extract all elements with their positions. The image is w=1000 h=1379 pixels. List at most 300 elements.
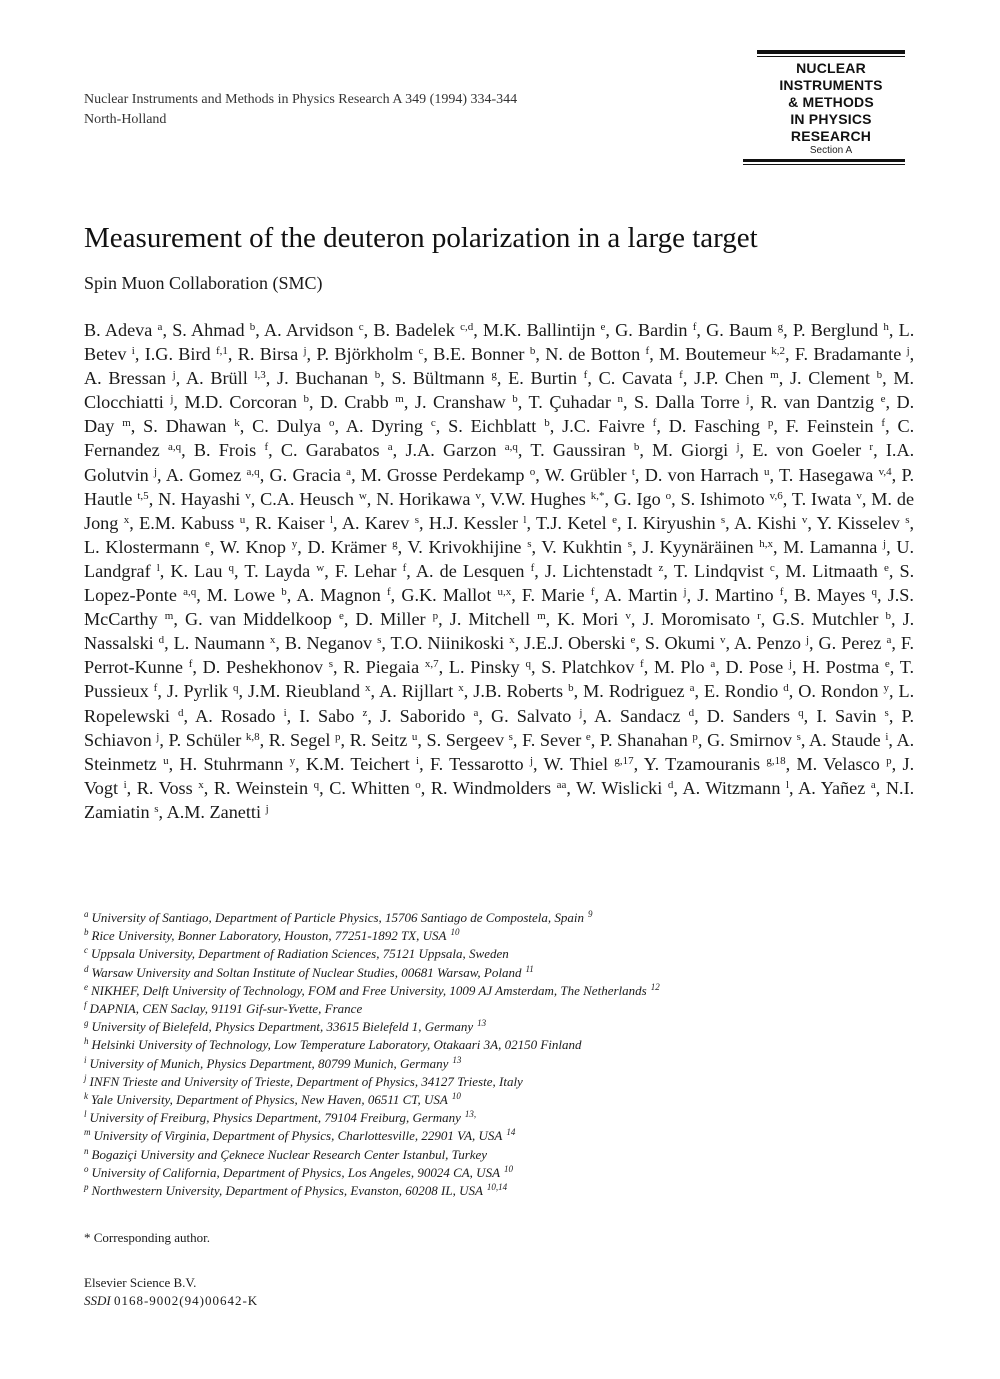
author-name: B. Badelek xyxy=(373,320,455,340)
author-affiliation-marker: s xyxy=(154,802,159,815)
author-name: K. Lau xyxy=(170,560,223,581)
author-name: S. Dalla Torre xyxy=(634,392,740,413)
author-affiliation-marker: j xyxy=(906,345,910,358)
logo-line: & METHODS xyxy=(788,94,874,110)
author-affiliation-marker: b xyxy=(876,369,883,382)
author xyxy=(816,706,889,726)
affiliation xyxy=(84,964,914,982)
author xyxy=(522,585,595,605)
author xyxy=(430,754,533,774)
author-name: P. Berglund xyxy=(792,320,879,340)
author xyxy=(797,754,892,774)
author-affiliation-marker: g xyxy=(777,321,784,333)
author-name: J.B. Roberts xyxy=(473,681,564,702)
author xyxy=(361,465,535,485)
author xyxy=(786,416,885,436)
affiliation-text: Uppsala University, Department of Radiation Sciences, 75121 Uppsala, Sweden xyxy=(91,946,509,962)
affiliation-text: University of Virginia, Department of Physics, Charlottesville, 22901 VA, USA xyxy=(93,1128,503,1144)
author xyxy=(659,344,785,364)
author xyxy=(642,609,760,629)
author-name: A. Kishi xyxy=(734,512,797,533)
ssdi-line xyxy=(84,1292,258,1310)
author-name: M. Lowe xyxy=(206,585,276,606)
author-name: F. Perrot-Kunne xyxy=(84,633,915,678)
author xyxy=(307,537,397,557)
author-affiliation-marker: a,q xyxy=(504,441,518,454)
author xyxy=(522,730,591,750)
author xyxy=(184,392,309,412)
author-affiliation-marker: h xyxy=(883,321,889,333)
author-name: F. Lehar xyxy=(334,560,397,581)
author xyxy=(819,633,892,653)
author-affiliation-marker: l xyxy=(523,513,527,526)
author-affiliation-marker: m xyxy=(164,610,174,623)
author xyxy=(785,561,888,581)
author-name: C. Dulya xyxy=(252,416,322,437)
affiliation xyxy=(84,1036,914,1054)
affiliation-text: Helsinki University of Technology, Low Temperature Laboratory, Otakaari 3A, 02150 Finland xyxy=(91,1037,582,1053)
author-name: I. Sabo xyxy=(299,705,355,726)
affiliation-label: p xyxy=(84,1182,89,1193)
author-name: S. Eichblatt xyxy=(448,416,537,437)
author-name: H.J. Kessler xyxy=(428,512,519,533)
author xyxy=(137,778,204,798)
author-affiliation-marker: j xyxy=(170,393,174,406)
author-name: Y. Kisselev xyxy=(816,512,900,533)
author-affiliation-marker: d xyxy=(688,706,695,719)
author-name: N. Horikawa xyxy=(376,488,471,509)
author-affiliation-marker: f xyxy=(652,417,657,430)
author-affiliation-marker: x xyxy=(458,682,464,695)
affiliation-label: o xyxy=(84,1163,89,1174)
author-name: D. Krämer xyxy=(307,536,387,557)
affiliation xyxy=(84,927,914,945)
author-name: U. Landgraf xyxy=(84,536,915,581)
author-affiliation-marker: d xyxy=(177,706,184,719)
affiliation xyxy=(84,1164,914,1182)
author-name: L. Betev xyxy=(84,320,915,365)
author-affiliation-marker: e xyxy=(880,393,886,406)
ssdi-label: SSDI xyxy=(84,1293,111,1308)
affiliation-label: f xyxy=(84,1000,87,1011)
author-name: H. Stuhrmann xyxy=(179,753,284,774)
author-affiliation-marker: x,7 xyxy=(424,658,439,671)
affiliation-footnote: 13 xyxy=(452,1054,462,1065)
author-affiliation-marker: f xyxy=(583,369,588,382)
affiliation xyxy=(84,1182,914,1200)
author-name: J. Buchanan xyxy=(277,368,369,389)
author-affiliation-marker: o xyxy=(415,778,421,791)
author-affiliation-marker: s xyxy=(508,730,513,743)
author-affiliation-marker: s xyxy=(328,658,333,671)
author xyxy=(429,513,527,533)
author-name: E. Burtin xyxy=(508,368,577,389)
author xyxy=(697,585,783,605)
author-affiliation-marker: o xyxy=(665,489,672,502)
author xyxy=(376,489,481,509)
logo-line: NUCLEAR xyxy=(796,60,866,76)
author xyxy=(817,513,910,533)
author xyxy=(408,537,532,557)
author-affiliation-marker: q xyxy=(313,778,320,791)
author xyxy=(145,344,228,364)
author-affiliation-marker: v xyxy=(719,634,726,647)
author-name: A. Brüll xyxy=(185,368,248,389)
author-affiliation-marker: k xyxy=(234,417,240,430)
author-affiliation-marker: u,x xyxy=(497,586,512,599)
author-name: D. Miller xyxy=(355,609,426,630)
author-affiliation-marker: a xyxy=(710,658,716,671)
author-name: G. Igo xyxy=(613,488,661,509)
author xyxy=(195,706,287,726)
author-name: D. Sanders xyxy=(706,705,791,726)
author xyxy=(179,754,295,774)
author-affiliation-marker: b xyxy=(544,417,550,430)
author xyxy=(792,489,862,509)
author xyxy=(392,368,497,388)
author-name: T. Layda xyxy=(244,560,311,581)
author xyxy=(139,513,245,533)
author-name: Y. Tzamouranis xyxy=(643,753,761,774)
author xyxy=(583,681,694,701)
author xyxy=(433,344,535,364)
author xyxy=(252,416,334,436)
author-name: M.D. Corcoran xyxy=(184,392,298,413)
author xyxy=(316,344,423,364)
author xyxy=(174,633,276,653)
author-affiliation-marker: n xyxy=(617,393,623,406)
author-affiliation-marker: d xyxy=(158,634,165,647)
author-affiliation-marker: i xyxy=(885,730,889,743)
author-name: G. Smirnov xyxy=(707,729,792,750)
author xyxy=(158,489,251,509)
author-affiliation-marker: b xyxy=(568,682,574,695)
author-affiliation-marker: f xyxy=(590,586,595,599)
author xyxy=(576,778,673,798)
author-name: H. Postma xyxy=(802,657,880,678)
author-name: R. Birsa xyxy=(237,344,299,365)
author-name: M. de Jong xyxy=(84,488,915,533)
author-affiliation-marker: v xyxy=(625,610,631,623)
corresponding-author-note: * Corresponding author. xyxy=(84,1230,211,1245)
author xyxy=(84,320,162,340)
author-affiliation-marker: o xyxy=(529,465,536,478)
affiliation-label: a xyxy=(84,909,89,919)
author-name: D. Day xyxy=(84,392,915,437)
author-affiliation-marker: b xyxy=(633,441,640,454)
author-affiliation-marker: t,5 xyxy=(137,489,149,502)
author-affiliation-marker: s xyxy=(377,634,382,647)
author-affiliation-marker: q xyxy=(228,561,235,574)
author xyxy=(244,561,324,581)
affiliation xyxy=(84,1127,914,1145)
author-affiliation-marker: l xyxy=(156,561,160,574)
affiliation xyxy=(84,1073,914,1091)
author-name: A. Martin xyxy=(604,585,678,606)
author xyxy=(320,392,404,412)
author xyxy=(84,368,176,388)
author-name: J.C. Faivre xyxy=(562,416,645,437)
author xyxy=(793,320,889,340)
author-name: C.A. Heusch xyxy=(260,488,354,509)
affiliation-footnote: 11 xyxy=(525,963,534,974)
affiliation-label: j xyxy=(84,1072,87,1083)
author xyxy=(405,440,517,460)
affiliation-text: University of Munich, Physics Department, 80799 Munich, Germany xyxy=(89,1055,449,1071)
affiliation-text: University of Freiburg, Physics Department, 79104 Freiburg, Germany xyxy=(89,1110,461,1126)
author-name: J. Pyrlik xyxy=(166,681,228,702)
author-name: A. Steinmetz xyxy=(84,729,915,774)
author-affiliation-marker: f xyxy=(645,345,650,358)
author-name: A.M. Zanetti xyxy=(166,801,262,822)
affiliation-label: m xyxy=(84,1127,91,1138)
author xyxy=(490,489,604,509)
affiliation-label: k xyxy=(84,1091,88,1102)
author-affiliation-marker: x xyxy=(365,682,371,695)
author xyxy=(627,513,725,533)
author-affiliation-marker: g,18 xyxy=(766,754,786,767)
author-name: V.W. Hughes xyxy=(489,488,586,509)
author xyxy=(704,681,789,701)
publisher-name: Elsevier Science B.V. xyxy=(84,1275,197,1290)
author-affiliation-marker: k,8 xyxy=(245,730,260,743)
author xyxy=(415,392,518,412)
author-name: G.K. Mallot xyxy=(401,585,492,606)
author-name: A. Witzmann xyxy=(682,777,781,798)
author-name: B. Adeva xyxy=(84,320,153,340)
author xyxy=(615,320,696,340)
author-name: A. Magnon xyxy=(296,585,381,606)
author-name: S. Lopez-Ponte xyxy=(84,560,915,606)
author-affiliation-marker: f xyxy=(679,369,683,382)
author xyxy=(270,465,352,485)
author-name: C. Garabatos xyxy=(280,440,380,461)
affiliation-text: Bogaziçi University and Çeknece Nuclear Research Center Istanbul, Turkey xyxy=(91,1146,488,1162)
author-name: S. Ishimoto xyxy=(680,488,765,509)
author-name: A. Penzo xyxy=(733,633,802,654)
affiliation-label: i xyxy=(84,1054,87,1065)
author-affiliation-marker: d xyxy=(667,778,674,791)
author-name: N. Hayashi xyxy=(158,488,241,509)
author xyxy=(645,633,726,653)
author-affiliation-marker: w xyxy=(358,489,367,502)
collaboration-name: Spin Muon Collaboration (SMC) xyxy=(84,273,323,293)
affiliation-label: g xyxy=(84,1018,89,1029)
author-affiliation-marker: p xyxy=(767,417,774,430)
author-affiliation-marker: t xyxy=(631,465,635,478)
author-name: W. Grübler xyxy=(544,464,627,485)
author xyxy=(491,706,582,726)
affiliation xyxy=(84,909,914,927)
affiliation-label: l xyxy=(84,1109,87,1120)
author-name: I. Savin xyxy=(816,705,877,726)
affiliation-footnote: 10 xyxy=(504,1163,514,1174)
author-affiliation-marker: z xyxy=(658,561,664,574)
affiliation xyxy=(84,1018,914,1036)
affiliation-label: e xyxy=(84,981,88,992)
author-affiliation-marker: v xyxy=(801,513,808,526)
logo-rule xyxy=(743,159,905,162)
logo-text xyxy=(743,57,905,157)
author-name: K.M. Teichert xyxy=(305,753,410,774)
author-affiliation-marker: j xyxy=(172,369,176,382)
author xyxy=(681,489,783,509)
author xyxy=(524,633,635,653)
author-affiliation-marker: e xyxy=(883,561,889,574)
author-affiliation-marker: j xyxy=(579,706,583,719)
author-affiliation-marker: f xyxy=(387,586,391,599)
author-name: I. Kiryushin xyxy=(626,512,716,533)
author-affiliation-marker: c,d xyxy=(460,321,474,333)
author xyxy=(269,730,341,750)
author xyxy=(529,392,623,412)
author-affiliation-marker: a xyxy=(346,465,352,478)
affiliation-text: Warsaw University and Soltan Institute of Nuclear Studies, 00681 Warsaw, Poland xyxy=(91,964,522,980)
author-name: G. Perez xyxy=(818,633,882,654)
affiliation-footnote: 9 xyxy=(588,909,593,919)
journal-logo xyxy=(743,50,905,165)
author xyxy=(299,706,367,726)
affiliation-label: b xyxy=(84,927,89,938)
author-name: J. Saborido xyxy=(379,705,466,726)
author xyxy=(707,730,801,750)
author-affiliation-marker: f xyxy=(402,561,407,574)
author-affiliation-marker: s xyxy=(884,706,889,719)
author xyxy=(530,440,639,460)
author xyxy=(734,513,807,533)
author-name: B.E. Bonner xyxy=(433,344,525,365)
author-name: A. Karev xyxy=(341,512,410,533)
author-affiliation-marker: f xyxy=(881,417,886,430)
author-name: J.A. Garzon xyxy=(405,440,497,461)
author-name: K. Mori xyxy=(557,609,619,630)
author-affiliation-marker: w xyxy=(316,561,325,574)
author xyxy=(761,392,886,412)
affiliation-footnote: 10 xyxy=(451,1091,461,1102)
author xyxy=(143,416,240,436)
author-name: E. Rondio xyxy=(704,681,779,702)
author xyxy=(706,320,783,340)
author-name: J. Martino xyxy=(697,585,774,606)
author-name: M. Litmaath xyxy=(785,560,878,581)
author xyxy=(634,392,749,412)
author-name: J. Cranshaw xyxy=(414,392,506,413)
author-affiliation-marker: y xyxy=(289,754,296,767)
author-affiliation-marker: f xyxy=(153,682,158,695)
author xyxy=(536,513,617,533)
author-name: A. de Lesquen xyxy=(415,560,525,581)
author-affiliation-marker: h,x xyxy=(759,537,773,550)
author-name: I.A. Golutvin xyxy=(84,440,915,485)
author-affiliation-marker: b xyxy=(885,610,891,623)
author-name: O. Rondon xyxy=(798,681,879,702)
affiliation-footnote: 13, xyxy=(464,1109,477,1120)
author xyxy=(277,368,380,388)
affiliation-text: Rice University, Bonner Laboratory, Houston, 77251-1892 TX, USA xyxy=(91,928,447,944)
author xyxy=(645,465,770,485)
affiliation-text: University of Santiago, Department of Particle Physics, 15706 Santiago de Compostela, Spain xyxy=(91,910,585,925)
author-name: J. Vogt xyxy=(84,753,915,798)
author xyxy=(84,537,210,557)
author-name: F. Bradamante xyxy=(794,344,902,365)
author xyxy=(248,681,371,701)
author-affiliation-marker: f xyxy=(188,658,193,671)
author-affiliation-marker: a,q xyxy=(167,441,182,454)
author-affiliation-marker: j xyxy=(303,345,307,358)
author-name: J.S. McCarthy xyxy=(84,585,914,630)
author-name: A. Gomez xyxy=(165,464,242,485)
author-name: E. von Goeler xyxy=(752,440,862,461)
author xyxy=(508,368,587,388)
author-affiliation-marker: i xyxy=(416,754,420,767)
author-name: D. Crabb xyxy=(320,392,389,413)
author-name: J.M. Rieubland xyxy=(247,681,361,702)
author xyxy=(185,609,344,629)
affiliation xyxy=(84,1146,914,1164)
author-name: M. Velasco xyxy=(796,753,880,774)
author-affiliation-marker: x xyxy=(509,634,515,647)
author-name: F. Feinstein xyxy=(785,416,874,437)
author-name: J. Clement xyxy=(789,368,870,389)
author-affiliation-marker: b xyxy=(374,369,381,382)
author-name: N.I. Zamiatin xyxy=(84,777,915,822)
author-name: B. Frois xyxy=(193,440,257,461)
author-name: S. Platchkov xyxy=(541,657,635,678)
author xyxy=(167,681,239,701)
paper-title: Measurement of the deuteron polarization in a large target xyxy=(84,222,758,254)
author-affiliation-marker: r xyxy=(757,610,761,623)
author-affiliation-marker: p xyxy=(692,730,698,743)
author xyxy=(346,416,436,436)
author xyxy=(342,513,419,533)
author-name: S. Okumi xyxy=(644,633,716,654)
author xyxy=(541,657,643,677)
author xyxy=(194,440,268,460)
author-affiliation-marker: a,q xyxy=(183,586,197,599)
author-name: M.K. Ballintijn xyxy=(482,320,596,340)
author-name: C. Whitten xyxy=(329,777,410,798)
author-affiliation-marker: l,3 xyxy=(254,369,266,382)
affiliation xyxy=(84,1000,914,1018)
author-name: N. de Botton xyxy=(545,344,641,365)
author xyxy=(401,585,511,605)
author xyxy=(169,730,260,750)
author-affiliation-marker: z xyxy=(362,706,368,719)
affiliation-label: n xyxy=(84,1145,89,1156)
author-name: F. Tessarotto xyxy=(429,753,524,774)
author xyxy=(260,489,367,509)
author-name: E.M. Kabuss xyxy=(139,512,235,533)
author-affiliation-marker: m xyxy=(770,369,779,382)
author-affiliation-marker: j xyxy=(683,586,687,599)
author xyxy=(281,440,393,460)
author-name: P. Schiavon xyxy=(84,705,915,750)
affiliation-footnote: 10 xyxy=(450,927,460,938)
author-name: T. Pussieux xyxy=(84,657,915,702)
author xyxy=(264,320,364,340)
publisher-line: North-Holland xyxy=(84,112,167,127)
author xyxy=(654,657,715,677)
author xyxy=(790,368,882,388)
author-affiliation-marker: m xyxy=(122,417,131,430)
author xyxy=(350,730,418,750)
author xyxy=(544,754,634,774)
author-name: G.S. Mutchler xyxy=(772,609,879,630)
author xyxy=(483,320,605,340)
author xyxy=(783,537,886,557)
author-affiliation-marker: j xyxy=(529,754,534,767)
author xyxy=(779,465,892,485)
